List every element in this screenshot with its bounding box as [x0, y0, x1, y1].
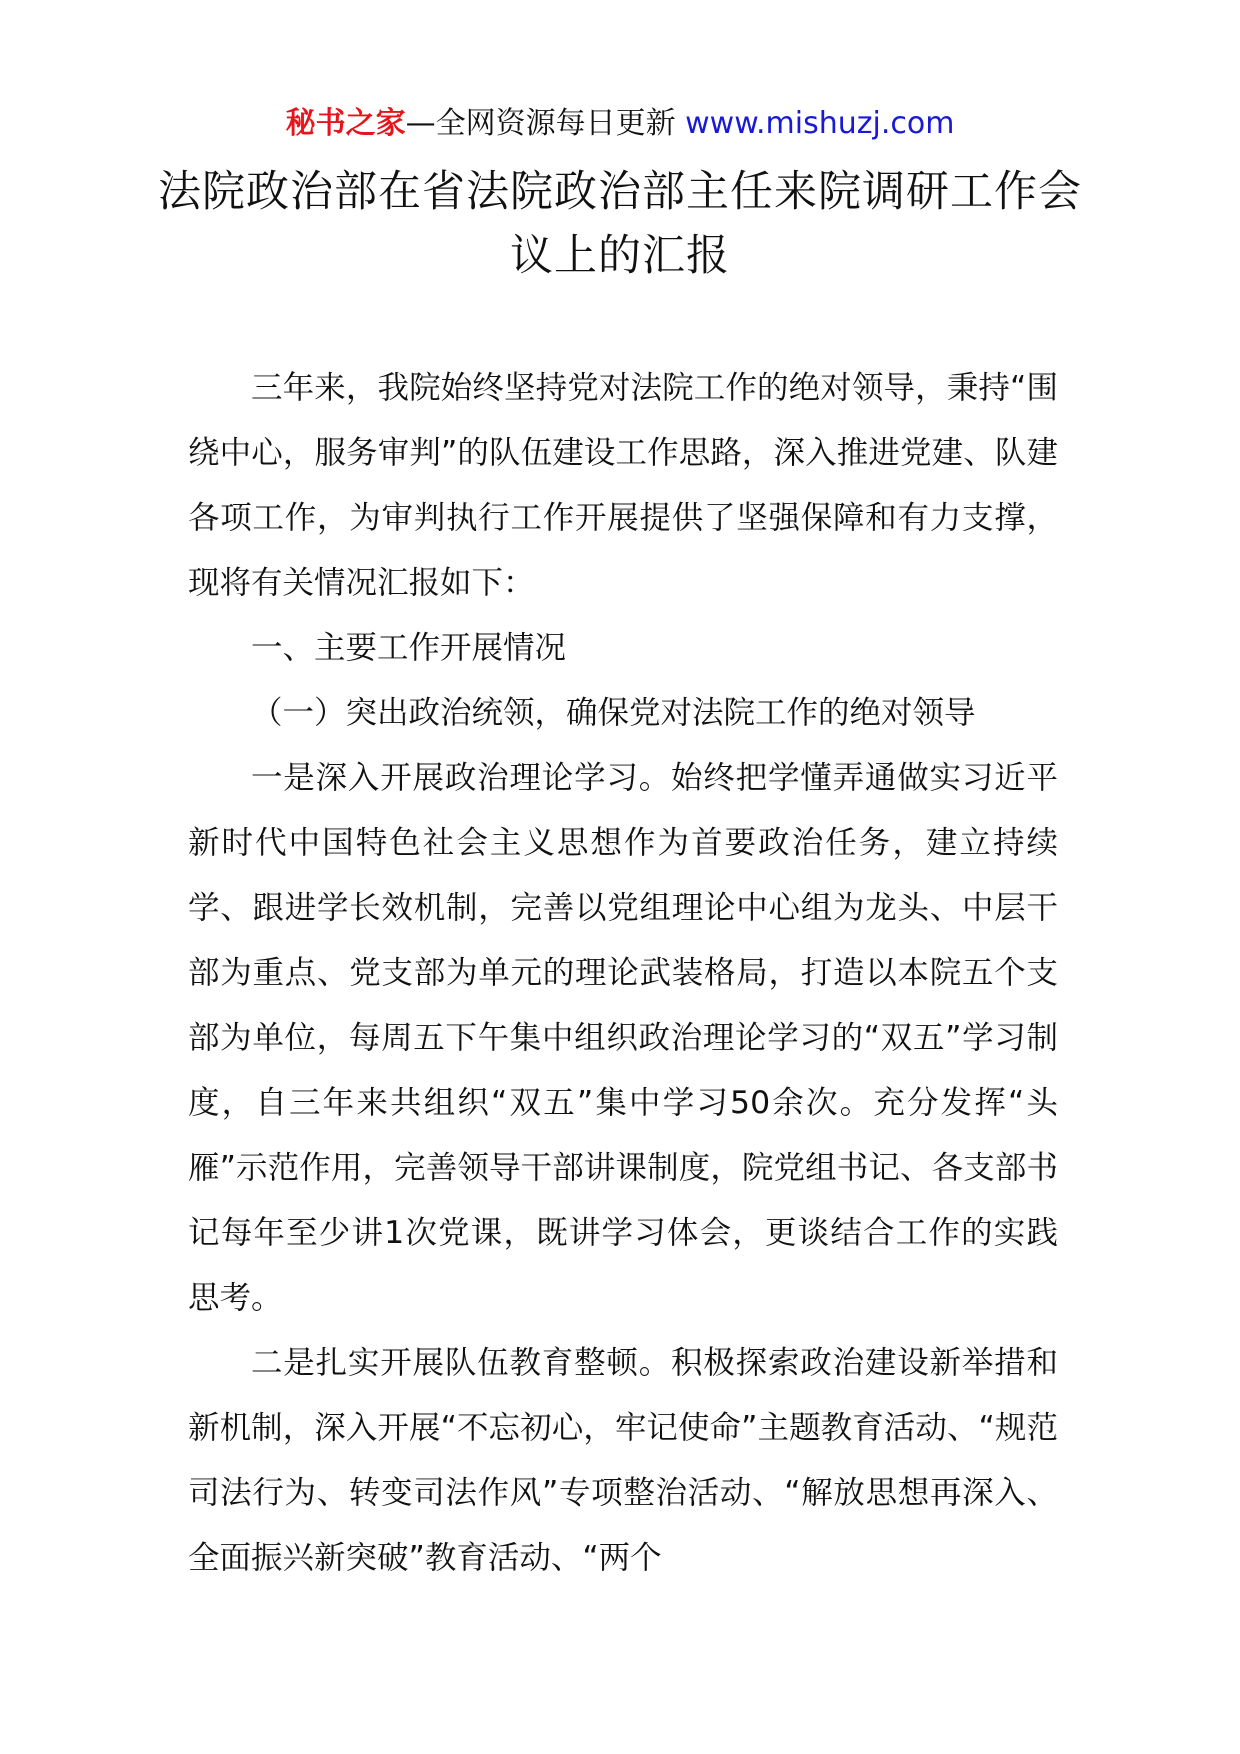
site-url-link[interactable]: www.mishuzj.com	[685, 106, 955, 141]
header-tagline: —全网资源每日更新	[405, 106, 676, 141]
item-paragraph-1: 一是深入开展政治理论学习。始终把学懂弄通做实习近平新时代中国特色社会主义思想作为首要政治任务，建立持续学、跟进学长效机制，完善以党组理论中心组为龙头、中层干部为重点、党支部为单元的理论武装格局，打造以本院五个支部为单位，每周五下午集中组织政治理论学习的“双五”学习制度，自三年来共组织“双五”集中学习50余次。充分发挥“头雁”示范作用，完善领导干部讲课制度，院党组书记、各支部书记每年至少讲1次党课，既讲学习体会，更谈结合工作的实践思考。	[188, 760, 1058, 1316]
site-header	[0, 104, 1240, 144]
brand-name: 秘书之家	[285, 106, 406, 141]
item-paragraph-2: 二是扎实开展队伍教育整顿。积极探索政治建设新举措和新机制，深入开展“不忘初心，牢记使命”主题教育活动、“规范司法行为、转变司法作风”专项整治活动、“解放思想再深入、全面振兴新突破”教育活动、“两个	[188, 1345, 1058, 1576]
document-title: 法院政治部在省法院政治部主任来院调研工作会议上的汇报	[158, 167, 1082, 281]
intro-paragraph: 三年来，我院始终坚持党对法院工作的绝对领导，秉持“围绕中心，服务审判”的队伍建设工作思路，深入推进党建、队建各项工作，为审判执行工作开展提供了坚强保障和有力支撑，现将有关情况汇报如下：	[188, 370, 1058, 601]
section-heading: 一、主要工作开展情况	[251, 630, 567, 666]
subsection-heading: （一）突出政治统领，确保党对法院工作的绝对领导	[251, 695, 976, 731]
document-body	[188, 356, 1058, 1591]
